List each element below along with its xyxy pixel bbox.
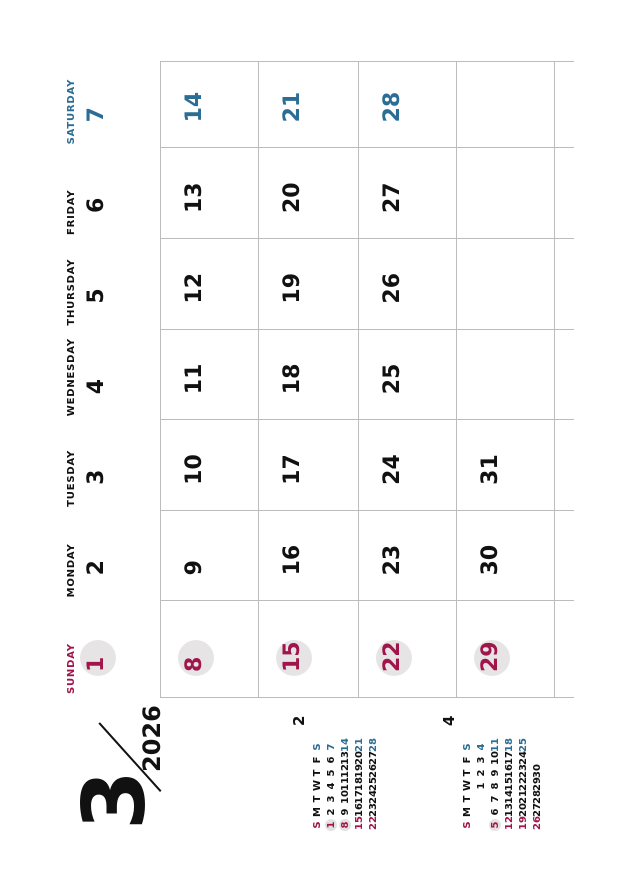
mini-day: 12 <box>504 816 515 830</box>
grid-line-week <box>554 62 555 698</box>
weekday-label-tuesday: TUESDAY <box>66 449 77 507</box>
day-27[interactable]: 27 <box>380 182 405 213</box>
mini-day: 2 <box>476 769 487 777</box>
day-6[interactable]: 6 <box>84 197 109 213</box>
grid-line-day <box>160 419 574 420</box>
day-9[interactable]: 9 <box>182 560 207 576</box>
mini-day: 13 <box>504 803 515 817</box>
mini-day: 23 <box>518 764 529 778</box>
day-2[interactable]: 2 <box>84 560 109 576</box>
day-10[interactable]: 10 <box>182 454 207 485</box>
grid-line-week <box>258 62 259 698</box>
mini-day: 24 <box>518 751 529 765</box>
weekday-label-monday: MONDAY <box>66 543 77 598</box>
mini-day: 30 <box>532 764 543 778</box>
grid-line-day <box>160 697 574 698</box>
mini-day: 21 <box>354 738 365 752</box>
day-20[interactable]: 20 <box>280 182 305 213</box>
mini-day: 5 <box>490 821 501 829</box>
day-5[interactable]: 5 <box>84 288 109 304</box>
mini-day: 14 <box>340 738 351 752</box>
mini-day: 10 <box>490 751 501 765</box>
mini-day: 24 <box>368 790 379 804</box>
mini-weekday-label: T <box>312 795 323 803</box>
weekday-label-thursday: THURSDAY <box>66 258 77 326</box>
day-22[interactable]: 22 <box>380 641 405 672</box>
mini-day: 7 <box>326 743 337 751</box>
mini-weekday-label: M <box>312 807 323 817</box>
month-number: 3 <box>65 770 165 830</box>
day-14[interactable]: 14 <box>182 91 207 123</box>
mini-day: 15 <box>354 816 365 830</box>
mini-day: 26 <box>368 764 379 778</box>
weekday-label-wednesday: WEDNESDAY <box>66 338 77 417</box>
mini-day: 3 <box>476 756 487 764</box>
mini-weekday-label: S <box>462 821 473 829</box>
day-8[interactable]: 8 <box>182 656 207 672</box>
mini-weekday-label: W <box>462 779 473 791</box>
mini-day: 19 <box>518 816 529 830</box>
mini-day: 6 <box>326 756 337 764</box>
mini-day: 22 <box>368 816 379 830</box>
mini-day: 9 <box>340 808 351 816</box>
year-label: 2026 <box>138 705 166 772</box>
mini-calendar-title: 2 <box>290 715 308 726</box>
day-31[interactable]: 31 <box>478 454 503 485</box>
mini-weekday-label: T <box>462 769 473 777</box>
mini-day: 3 <box>326 795 337 803</box>
grid-line-day <box>160 600 574 601</box>
grid-line-week <box>358 62 359 698</box>
mini-day: 18 <box>504 738 515 752</box>
day-1[interactable]: 1 <box>84 656 109 672</box>
mini-day: 22 <box>518 777 529 791</box>
grid-line-day <box>160 510 574 511</box>
mini-day: 2 <box>326 808 337 816</box>
mini-weekday-label: F <box>312 756 323 764</box>
mini-day: 21 <box>518 790 529 804</box>
mini-day: 9 <box>490 769 501 777</box>
mini-weekday-label: S <box>462 743 473 751</box>
mini-day: 1 <box>326 821 337 829</box>
day-25[interactable]: 25 <box>380 363 405 395</box>
day-13[interactable]: 13 <box>182 182 207 213</box>
day-17[interactable]: 17 <box>280 454 305 485</box>
day-23[interactable]: 23 <box>380 544 405 576</box>
mini-day: 4 <box>476 743 487 751</box>
day-24[interactable]: 24 <box>380 454 405 485</box>
mini-day: 14 <box>504 790 515 804</box>
day-12[interactable]: 12 <box>182 272 207 304</box>
day-15[interactable]: 15 <box>280 641 305 672</box>
weekday-label-sunday: SUNDAY <box>66 643 77 694</box>
mini-day: 10 <box>340 790 351 804</box>
weekday-label-friday: FRIDAY <box>66 189 77 235</box>
day-28[interactable]: 28 <box>380 91 405 123</box>
mini-day: 28 <box>368 738 379 752</box>
grid-line-week <box>456 62 457 698</box>
mini-calendar-title: 4 <box>440 715 458 726</box>
mini-day: 27 <box>368 751 379 765</box>
day-29[interactable]: 29 <box>478 641 503 672</box>
mini-day: 5 <box>326 769 337 777</box>
mini-weekday-label: M <box>462 807 473 817</box>
mini-day: 17 <box>504 751 515 765</box>
grid-line-day <box>160 61 574 62</box>
mini-day: 11 <box>340 777 351 791</box>
mini-day: 20 <box>354 751 365 765</box>
grid-line-day <box>160 147 574 148</box>
mini-day: 15 <box>504 777 515 791</box>
mini-weekday-label: W <box>312 779 323 791</box>
mini-weekday-label: T <box>462 795 473 803</box>
mini-weekday-label: F <box>462 756 473 764</box>
day-30[interactable]: 30 <box>478 544 503 576</box>
day-3[interactable]: 3 <box>84 469 109 485</box>
mini-day: 7 <box>490 795 501 803</box>
mini-day: 27 <box>532 803 543 817</box>
mini-day: 26 <box>532 816 543 830</box>
mini-day: 17 <box>354 790 365 804</box>
mini-day: 23 <box>368 803 379 817</box>
day-26[interactable]: 26 <box>380 272 405 304</box>
mini-day: 16 <box>354 803 365 817</box>
mini-day: 12 <box>340 764 351 778</box>
mini-day: 29 <box>532 777 543 791</box>
day-21[interactable]: 21 <box>280 91 305 123</box>
mini-weekday-label: S <box>312 821 323 829</box>
mini-day: 25 <box>368 777 379 791</box>
day-16[interactable]: 16 <box>280 544 305 576</box>
mini-day: 18 <box>354 777 365 791</box>
weekday-label-saturday: SATURDAY <box>66 78 77 145</box>
mini-day: 16 <box>504 764 515 778</box>
day-4[interactable]: 4 <box>84 378 109 395</box>
mini-day: 8 <box>490 782 501 790</box>
mini-day: 8 <box>340 821 351 829</box>
grid-line-week <box>160 62 161 698</box>
mini-day: 25 <box>518 738 529 752</box>
day-7[interactable]: 7 <box>84 107 109 123</box>
day-18[interactable]: 18 <box>280 363 305 395</box>
mini-day: 4 <box>326 782 337 790</box>
mini-day: 20 <box>518 803 529 817</box>
mini-weekday-label: S <box>312 743 323 751</box>
mini-day: 28 <box>532 790 543 804</box>
mini-day: 11 <box>490 738 501 752</box>
mini-day: 6 <box>490 808 501 816</box>
day-11[interactable]: 11 <box>182 363 207 395</box>
mini-day: 1 <box>476 782 487 790</box>
mini-day: 19 <box>354 764 365 778</box>
grid-line-day <box>160 238 574 239</box>
mini-weekday-label: T <box>312 769 323 777</box>
day-19[interactable]: 19 <box>280 272 305 304</box>
mini-day: 13 <box>340 751 351 765</box>
grid-line-day <box>160 329 574 330</box>
